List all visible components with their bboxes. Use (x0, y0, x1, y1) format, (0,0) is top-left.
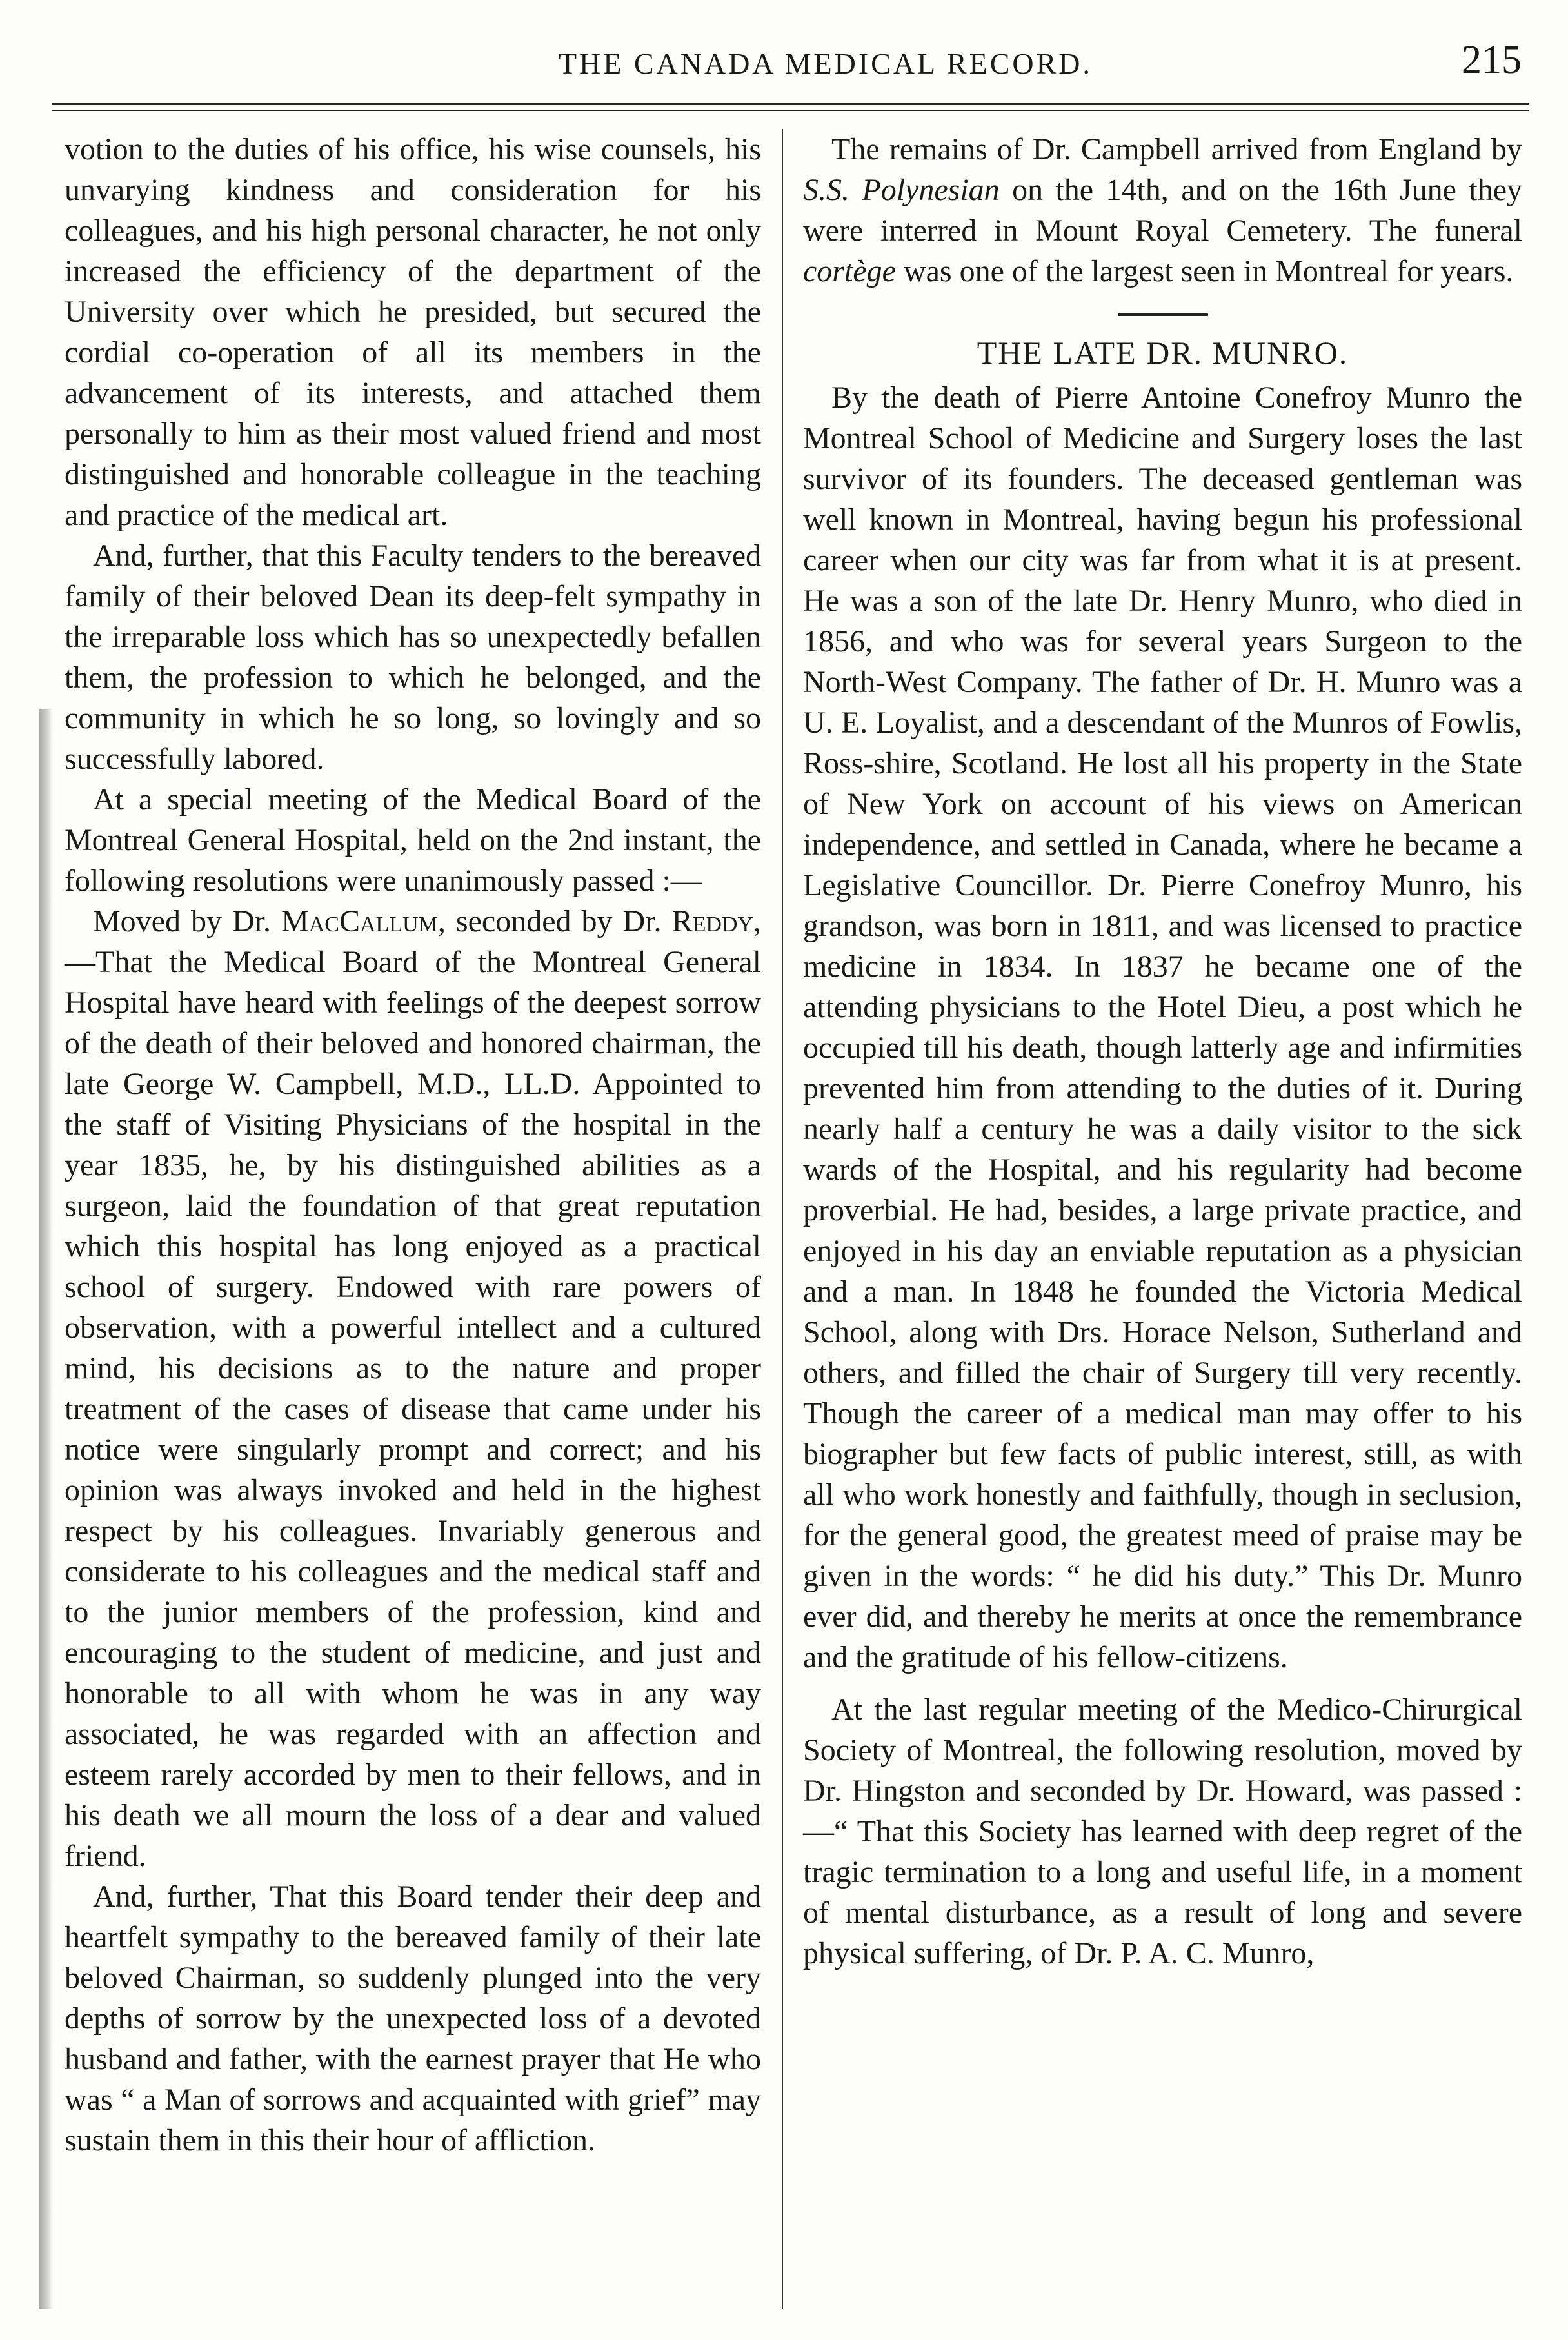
section-heading-munro: THE LATE DR. MUNRO. (977, 335, 1349, 371)
remains-text-c: was one of the largest seen in Montreal for years. (903, 254, 1514, 288)
left-paragraph-resolution (65, 901, 761, 1876)
column-divider (782, 129, 783, 2309)
right-column (803, 129, 1522, 1974)
cortege-word: cortège (803, 254, 896, 288)
section-divider-rule (1118, 313, 1208, 316)
name-maccallum: MacCallum, (281, 904, 446, 938)
resolution-mid: seconded by Dr. (455, 904, 662, 938)
left-paragraph-continuation: votion to the duties of his office, his wise counsels, his unvarying kindness and consideration for his colleagues, and his high personal character, he not only increased the efficiency of the department of the University over which he presided, but secured the cordial co-operation of all its members in the advancement of its interests, and attached them personally to him as their most valued friend and most distinguished and honorable colleague in the teaching and practice of the medical art. (65, 132, 761, 532)
header-rule-thin (52, 110, 1529, 111)
ship-name: S.S. Polynesian (803, 173, 1000, 207)
remains-text-b: on the 14th, and on the 16th June they were interred in Mount Royal Cemetery. The funeral (803, 173, 1523, 248)
name-reddy: Reddy, (671, 904, 762, 938)
left-paragraph-board-sympathy: And, further, That this Board tender their deep and heartfelt sympathy to the bereaved family of their late beloved Chairman, so suddenly plunged into the very depths of sorrow by the unexpected loss of a devoted husband and father, with the earnest prayer that He who was “ a Man of sorrows and acquainted with grief” may sustain them in this their hour of affliction. (65, 1879, 761, 2157)
right-paragraph-munro-obituary: By the death of Pierre Antoine Conefroy Munro the Montreal School of Medicine and Surgery loses the last survivor of its founders. The deceased gentleman was well known in Montreal, having begun his professional career when our city was far from what it is at present. He was a son of the late Dr. Henry Munro, who died in 1856, and who was for several years Surgeon to the North-West Company. The father of Dr. H. Munro was a U. E. Loyalist, and a descendant of the Munros of Fowlis, Ross-shire, Scotland. He lost all his property in the State of New York on account of his views on American independence, and settled in Canada, where he became a Legislative Councillor. Dr. Pierre Conefroy Munro, his grandson, was born in 1811, and was licensed to practice medicine in 1834. In 1837 he became one of the attending physicians to the Hotel Dieu, a post which he occupied till his death, though latterly age and infirmities prevented him from attending to the duties of it. During nearly half a century he was a daily visitor to the sick wards of the Hospital, and his regularity had become proverbial. He had, besides, a large private practice, and enjoyed in his day an enviable reputation as a physician and a man. In 1848 he founded the Victoria Medical School, along with Drs. Horace Nelson, Sutherland and others, and filled the chair of Surgery till very recently. Though the career of a medical man may offer to his biographer but few facts of public interest, still, as with all who work honestly and faithfully, though in seclusion, for the general good, the greatest meed of praise may be given in the words: “ he did his duty.” This Dr. Munro ever did, and thereby he merits at once the remembrance and the gratitude of his fellow-citizens. (803, 381, 1522, 1674)
right-paragraph-medico-chirurgical: At the last regular meeting of the Medico-Chirurgical Society of Montreal, the following resolution, moved by Dr. Hingston and seconded by Dr. Howard, was passed : —“ That this Society has learned with deep regret of the tragic termination to a long and useful life, in a moment of mental disturbance, as a result of long and severe physical suffering, of Dr. P. A. C. Munro, (803, 1692, 1522, 1970)
resolution-text: —That the Medical Board of the Montreal General Hospital have heard with feelings of the deepest sorrow of the death of their beloved and honored chairman, the late George W. Campbell, M.D., LL.D. Appointed to the staff of Visiting Physicians of the hospital in the year 1835, he, by his distinguished abilities as a surgeon, laid the foundation of that great reputation which this hospital has long enjoyed as a practical school of surgery. Endowed with rare powers of observation, with a powerful intellect and a cultured mind, his decisions as to the nature and proper treatment of the cases of disease that came under his notice were singularly prompt and correct; and his opinion was always invoked and held in the highest respect by his colleagues. Invariably generous and considerate to his colleagues and the medical staff and to the junior members of the profession, kind and encouraging to the student of medicine, and just and honorable to all with whom he was in any way associated, he was regarded with an affection and esteem rarely accorded by men to their fellows, and in his death we all mourn the loss of a dear and valued friend. (65, 945, 761, 1873)
left-column (65, 129, 761, 2161)
running-head-title: THE CANADA MEDICAL RECORD. (558, 47, 1093, 80)
right-paragraph-remains (803, 129, 1522, 292)
resolution-lead: Moved by Dr. (93, 904, 272, 938)
left-paragraph-medical-board: At a special meeting of the Medical Board of the Montreal General Hospital, held on the 2nd instant, the following resolutions were unanimously passed :— (65, 782, 761, 898)
header-rule (52, 103, 1529, 105)
remains-text-a: The remains of Dr. Campbell arrived from England by (831, 132, 1522, 166)
binding-shadow (39, 709, 53, 2309)
page-number: 215 (1462, 38, 1522, 82)
left-paragraph-faculty-sympathy: And, further, that this Faculty tenders to the bereaved family of their beloved Dean its deep-felt sympathy in the irreparable loss which has so unexpectedly befallen them, the profession to which he belonged, and the community in which he so long, so lovingly and so successfully labored. (65, 539, 761, 776)
